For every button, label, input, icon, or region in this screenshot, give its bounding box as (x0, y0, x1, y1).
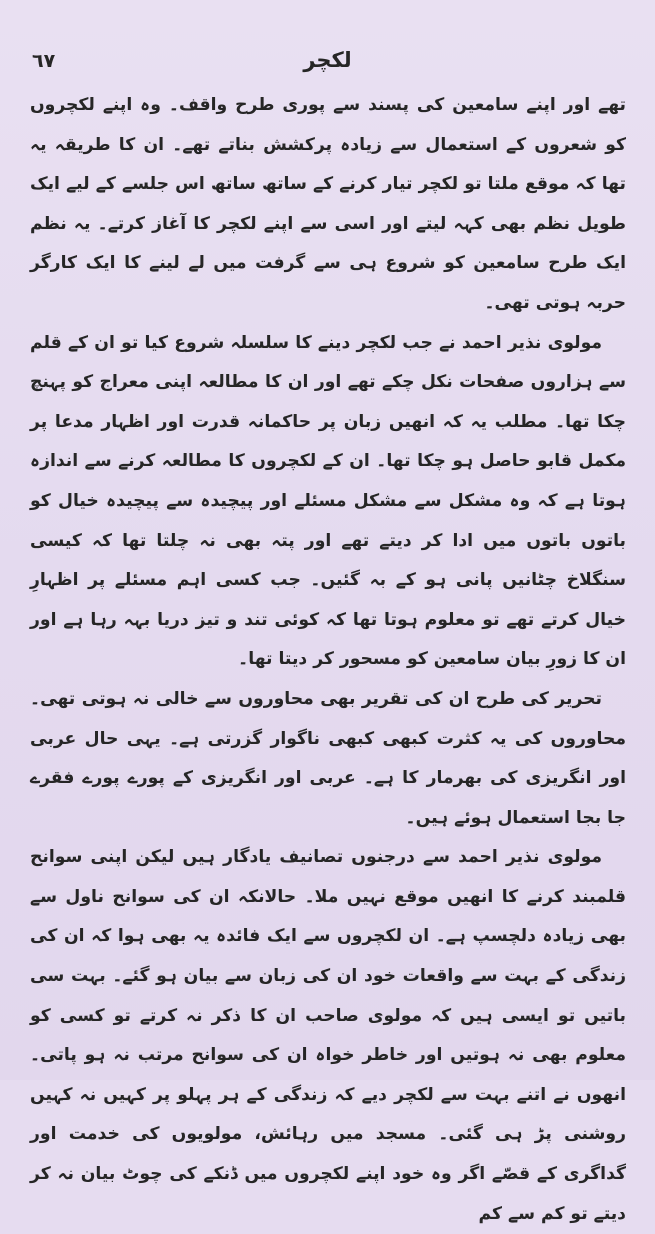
paragraph: تھے اور اپنے سامعین کی پسند سے پوری طرح واقف۔ وہ اپنے لکچروں کو شعروں کے استعمال سے زیادہ پرکشش بناتے تھے۔ ان کا طریقہ یہ تھا کہ موقع ملتا تو لکچر تیار کرنے کے ساتھ ساتھ اس جلسے کے لیے ایک طویل نظم بھی کہہ لیتے اور اسی سے اپنے لکچر کا آغاز کرتے۔ یہ نظم ایک طرح سامعین کو شروع ہی سے گرفت میں لے لینے کا ایک کارگر حربہ ہوتی تھی۔ (30, 95, 626, 313)
paragraph: مولوی نذیر احمد سے درجنوں تصانیف یادگار ہیں لیکن اپنی سوانح قلمبند کرنے کا انھیں موقع نہیں ملا۔ حالانکہ ان کی سوانح ناول سے بھی زیادہ دلچسپ ہے۔ ان لکچروں سے ایک فائدہ یہ بھی ہوا کہ ان کی زندگی کے بہت سے واقعات خود ان کی زبان سے بیان ہو گئے۔ بہت سی باتیں تو ایسی ہیں کہ مولوی صاحب ان کا ذکر نہ کرتے تو کسی کو معلوم بھی نہ ہوتیں اور خاطر خواہ ان کی سوانح مرتب نہ ہو پاتی۔ انھوں نے اتنے بہت سے لکچر دیے کہ زندگی کے ہر پہلو پر کہیں نہ کہیں روشنی پڑ ہی گئی۔ مسجد میں رہائش، مولویوں کی خدمت اور گداگری کے قصّے اگر وہ خود اپنے لکچروں میں ڈنکے کی چوٹ بیان نہ کر دیتے تو کم سے کم (30, 847, 626, 1224)
paragraph: تحریر کی طرح ان کی تقریر بھی محاوروں سے خالی نہ ہوتی تھی۔ محاوروں کی یہ کثرت کبھی کبھی ناگوار گزرتی ہے۔ یہی حال عربی اور انگریزی کی بھرمار کا ہے۔ عربی اور انگریزی کے پورے پورے فقرے جا بجا استعمال ہوئے ہیں۔ (30, 688, 626, 828)
page-number: ٦٧ (32, 50, 56, 72)
body-text (30, 86, 626, 1234)
running-head: لکچر (303, 48, 352, 72)
paragraph: مولوی نذیر احمد نے جب لکچر دینے کا سلسلہ شروع کیا تو ان کے قلم سے ہزاروں صفحات نکل چکے تھے اور ان کا مطالعہ اپنی معراج کو پہنچ چکا تھا۔ مطلب یہ کہ انھیں زبان پر حاکمانہ قدرت اور اظہار مدعا پر مکمل قابو حاصل ہو چکا تھا۔ ان کے لکچروں کا مطالعہ کرنے سے اندازہ ہوتا ہے کہ وہ مشکل سے مشکل مسئلے اور پیچیدہ سے پیچیدہ خیال کو باتوں باتوں میں ادا کر دیتے تھے اور پتہ بھی نہ چلتا تھا کہ کیسی سنگلاخ چٹانیں پانی ہو کے بہ گئیں۔ جب کسی اہم مسئلے پر اظہارِ خیال کرتے تھے تو معلوم ہوتا تھا کہ کوئی تند و تیز دریا بہہ رہا ہے اور ان کا زورِ بیان سامعین کو مسحور کر دیتا تھا۔ (30, 332, 626, 670)
